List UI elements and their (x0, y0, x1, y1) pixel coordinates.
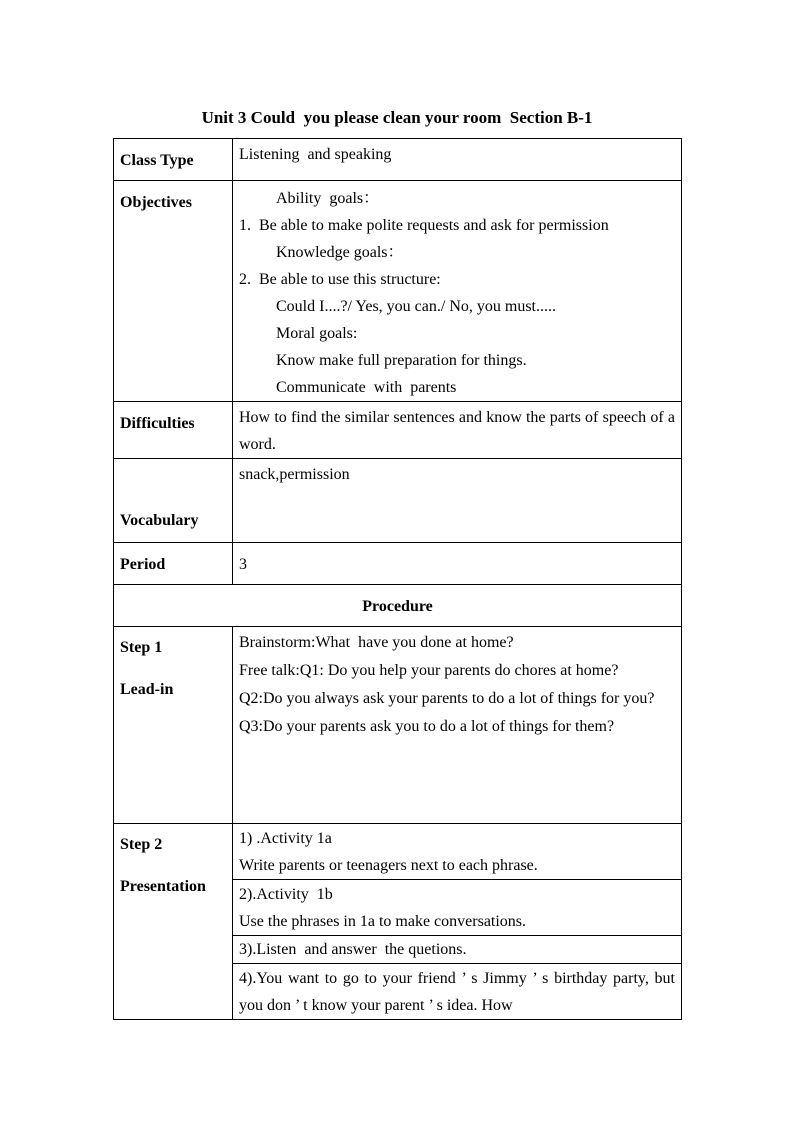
vocabulary-label-text: Vocabulary (120, 512, 199, 529)
class-type-label: Class Type (114, 139, 233, 181)
period-value: 3 (233, 543, 682, 585)
row-vocabulary (114, 459, 682, 543)
objective-line: Knowledge goals： (276, 244, 404, 261)
objective-line: 2. Be able to use this structure: (239, 271, 441, 288)
step-2-item-1 (233, 824, 681, 880)
difficulties-value: How to find the similar sentences and know the parts of speech of a word. (233, 402, 682, 459)
objective-line: Communicate with parents (276, 379, 457, 396)
step-2-item-2-line: Use the phrases in 1a to make conversations. (239, 913, 527, 930)
step-2-item-3 (233, 936, 681, 964)
objective-line: Know make full preparation for things. (276, 352, 527, 369)
row-procedure (114, 585, 682, 627)
step-2-item-2-line: 2).Activity 1b (239, 886, 333, 903)
step-1-line: Brainstorm:What have you done at home? (239, 634, 514, 651)
step-1-line: Q2:Do you always ask your parents to do a lot of things for you? (239, 690, 655, 707)
row-difficulties (114, 402, 682, 459)
step-1-number: Step 1 (120, 639, 163, 656)
objectives-value (233, 181, 682, 402)
step-2-number: Step 2 (120, 836, 163, 853)
step-1-line: Free talk:Q1: Do you help your parents do chores at home? (239, 662, 619, 679)
row-step-2 (114, 824, 682, 1020)
step-1-label (114, 627, 233, 824)
objective-line: Could I....?/ Yes, you can./ No, you must..... (276, 298, 556, 315)
step-2-label (114, 824, 233, 1020)
difficulties-label: Difficulties (114, 402, 233, 459)
page-title: Unit 3 Could you please clean your room Section B-1 (201, 108, 593, 127)
class-type-value: Listening and speaking (233, 139, 682, 181)
objective-line: Ability goals： (276, 190, 380, 207)
vocabulary-label (114, 459, 233, 543)
step-2-name: Presentation (120, 878, 206, 895)
row-step-1 (114, 627, 682, 824)
objective-line: Moral goals: (276, 325, 358, 342)
step-1-line: Q3:Do your parents ask you to do a lot of things for them? (239, 718, 615, 735)
step-2-item-4-line: 4).You want to go to your friend ’ s Jimmy ’ s birthday party, but you don ’ t know your parent ’ s idea. How (239, 970, 675, 1014)
procedure-heading: Procedure (114, 585, 682, 627)
step-2-value (233, 824, 682, 1020)
objective-line: 1. Be able to make polite requests and ask for permission (239, 217, 609, 234)
step-2-item-1-line: Write parents or teenagers next to each phrase. (239, 857, 538, 874)
step-2-item-1-line: 1) .Activity 1a (239, 830, 332, 847)
step-2-item-2 (233, 880, 681, 936)
period-label: Period (114, 543, 233, 585)
step-2-item-4 (233, 964, 681, 1020)
row-period (114, 543, 682, 585)
vocabulary-value: snack,permission (233, 459, 682, 543)
step-2-item-3-line: 3).Listen and answer the quetions. (239, 941, 467, 958)
lesson-plan-table (113, 138, 682, 1020)
step-1-value (233, 627, 682, 824)
row-class-type (114, 139, 682, 181)
step-1-name: Lead-in (120, 681, 174, 698)
step-2-subtable (233, 824, 681, 1019)
objectives-label: Objectives (114, 181, 233, 402)
row-objectives (114, 181, 682, 402)
